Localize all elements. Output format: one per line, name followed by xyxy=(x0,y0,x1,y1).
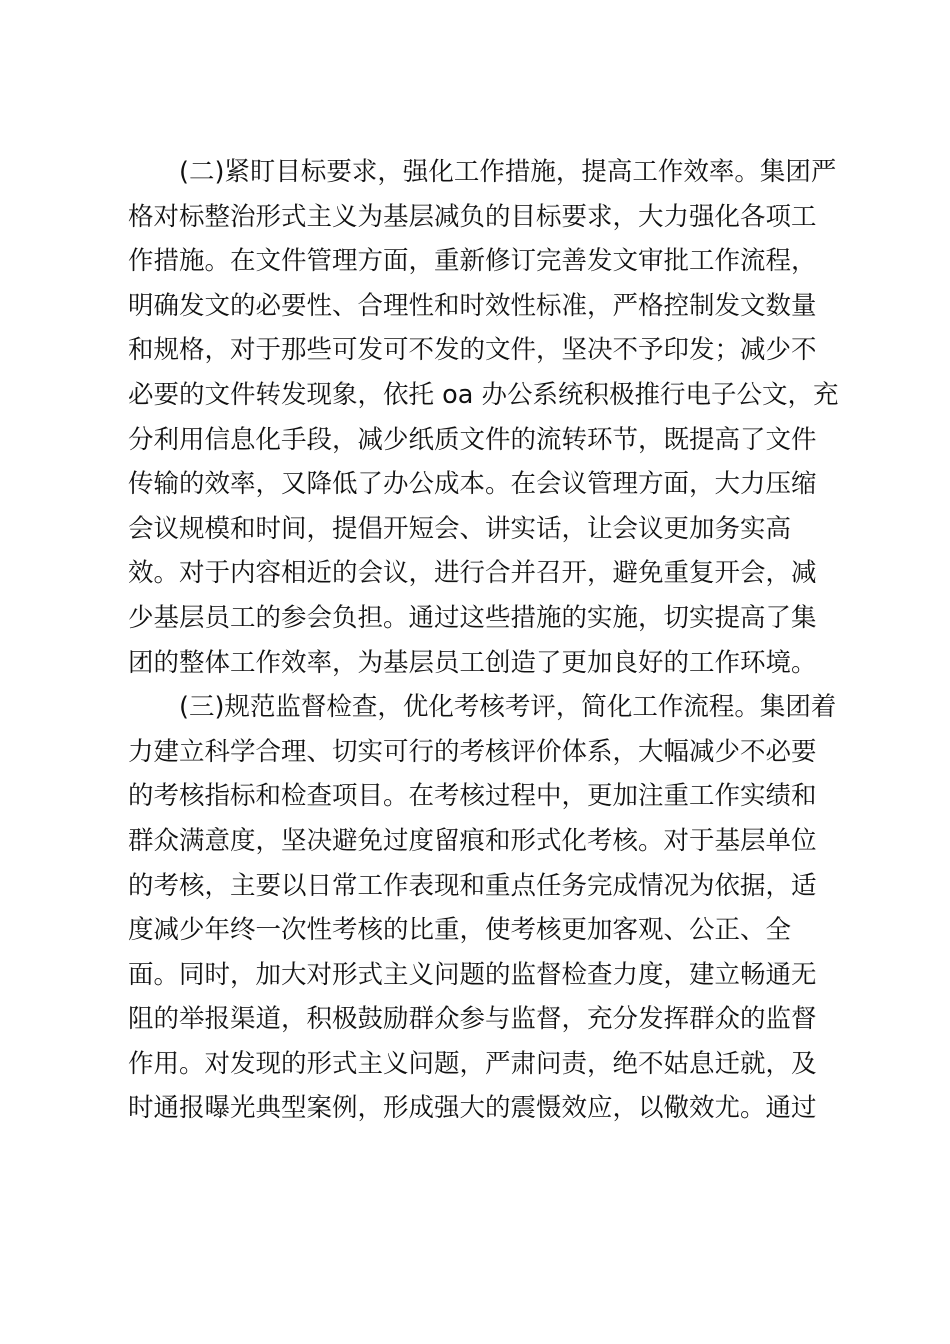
text-line: 时通报曝光典型案例，形成强大的震慑效应，以儆效尤。通过 xyxy=(128,1093,817,1124)
text-line: 面。同时，加大对形式主义问题的监督检查力度，建立畅通无 xyxy=(128,959,817,990)
text-line: 作措施。在文件管理方面，重新修订完善发文审批工作流程， xyxy=(128,246,817,277)
text-line: 作用。对发现的形式主义问题，严肃问责，绝不姑息迁就，及 xyxy=(128,1048,817,1079)
text-line: 团的整体工作效率，为基层员工创造了更加良好的工作环境。 xyxy=(128,647,817,678)
text-line: 必要的文件转发现象，依托 oa 办公系统积极推行电子公文，充 xyxy=(128,379,839,410)
text-line: 传输的效率，又降低了办公成本。在会议管理方面，大力压缩 xyxy=(128,469,817,500)
text-line: 分利用信息化手段，减少纸质文件的流转环节，既提高了文件 xyxy=(128,424,817,455)
text-line: 群众满意度，坚决避免过度留痕和形式化考核。对于基层单位 xyxy=(128,825,817,856)
text-line: (三)规范监督检查，优化考核考评，简化工作流程。集团着 xyxy=(179,692,837,723)
text-line: 的考核指标和检查项目。在考核过程中，更加注重工作实绩和 xyxy=(128,781,817,812)
text-line: 少基层员工的参会负担。通过这些措施的实施，切实提高了集 xyxy=(128,602,817,633)
text-line: 明确发文的必要性、合理性和时效性标准，严格控制发文数量 xyxy=(128,290,817,321)
text-line: 度减少年终一次性考核的比重，使考核更加客观、公正、全 xyxy=(128,915,792,946)
text-line: 阻的举报渠道，积极鼓励群众参与监督，充分发挥群众的监督 xyxy=(128,1004,817,1035)
paragraph-3 xyxy=(128,685,838,1131)
text-line: 和规格，对于那些可发可不发的文件，坚决不予印发；减少不 xyxy=(128,335,817,366)
text-line: 会议规模和时间，提倡开短会、讲实话，让会议更加务实高 xyxy=(128,513,792,544)
text-line: 效。对于内容相近的会议，进行合并召开，避免重复开会，减 xyxy=(128,558,817,589)
paragraph-2 xyxy=(128,150,838,685)
text-line: (二)紧盯目标要求，强化工作措施，提高工作效率。集团严 xyxy=(179,157,837,187)
text-line: 力建立科学合理、切实可行的考核评价体系，大幅减少不必要 xyxy=(128,736,817,767)
document-body xyxy=(128,150,838,1131)
text-line: 的考核，主要以日常工作表现和重点任务完成情况为依据，适 xyxy=(128,870,817,901)
text-line: 格对标整治形式主义为基层减负的目标要求，大力强化各项工 xyxy=(128,201,817,232)
